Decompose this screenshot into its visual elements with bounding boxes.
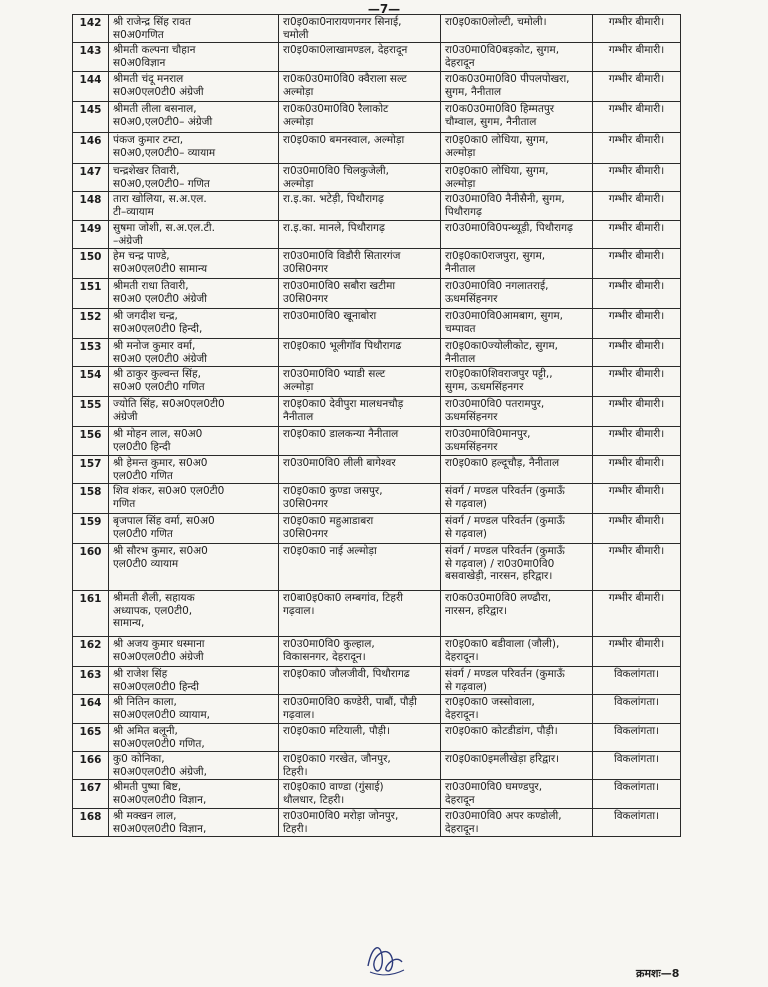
current-school: रा0इ0का0लाखामण्डल, देहरादून [279,43,441,72]
current-school: रा0उ0मा0वि0 कण्डेरी, पाबौं, पौड़ी गढ़वाल। [279,695,441,724]
reason: गम्भीर बीमारी। [593,15,681,43]
reason: गम्भीर बीमारी। [593,309,681,339]
transfer-to: रा0इ0का0 हल्दूचौड़, नैनीताल [441,456,593,484]
teacher-name: श्री मोहन लाल, स0अ0 एल0टी0 हिन्दी [109,427,279,456]
reason: गम्भीर बीमारी। [593,427,681,456]
table-row [73,427,681,456]
serial-number: 148 [73,192,109,221]
teacher-name: श्रीमती शैली, सहायक अध्यापक, एल0टी0, सामान्य, [109,591,279,637]
transfer-to: संवर्ग / मण्डल परिवर्तन (कुमाऊँ से गढ़वाल) [441,514,593,544]
transfer-to: रा0इ0का0लोल्टी, चमोली। [441,15,593,43]
serial-number: 160 [73,544,109,591]
serial-number: 155 [73,397,109,427]
table-row [73,397,681,427]
transfer-to: रा0इ0का0 लोधिया, सुगम, अल्मोड़ा [441,164,593,192]
reason: गम्भीर बीमारी। [593,484,681,514]
reason: गम्भीर बीमारी। [593,514,681,544]
serial-number: 153 [73,339,109,367]
continued-marker: क्रमशः—8 [636,967,680,980]
serial-number: 157 [73,456,109,484]
reason: गम्भीर बीमारी। [593,43,681,72]
reason: विकलांगता। [593,752,681,780]
reason: गम्भीर बीमारी। [593,339,681,367]
transfer-to: रा0उ0मा0वि0 नगलातराई, ऊधमसिंहनगर [441,279,593,309]
serial-number: 154 [73,367,109,397]
table-row [73,249,681,279]
reason: गम्भीर बीमारी। [593,279,681,309]
table-row [73,192,681,221]
current-school: रा0उ0मा0वि0 भ्याडी सल्ट अल्मोड़ा [279,367,441,397]
table-row [73,367,681,397]
current-school: रा0इ0का0 वाण्डा (गुंसाई) थौलधार, टिहरी। [279,780,441,809]
teacher-name: शिव शंकर, स0अ0 एल0टी0 गणित [109,484,279,514]
serial-number: 162 [73,637,109,667]
current-school: रा0उ0मा0वि0 खूनाबोरा [279,309,441,339]
transfer-to: रा0क0उ0मा0वि0 हिम्मतपुर चौम्वाल, सुगम, नैनीताल [441,102,593,133]
reason: गम्भीर बीमारी। [593,367,681,397]
reason: गम्भीर बीमारी। [593,192,681,221]
reason: विकलांगता। [593,809,681,837]
current-school: रा0बा0इ0का0 लम्बगांव, टिहरी गढ़वाल। [279,591,441,637]
table-row [73,695,681,724]
transfer-to: रा0इ0का0इमलीखेड़ा हरिद्वार। [441,752,593,780]
table-row [73,43,681,72]
teacher-name: श्रीमती राधा तिवारी, स0अ0 एल0टी0 अंग्रेजी [109,279,279,309]
current-school: रा0उ0मा0वि0 सबौरा खटीमा उ0सि0नगर [279,279,441,309]
page-number: —7— [367,2,401,16]
current-school: रा0इ0का0 जौलजीवी, पिथौरागढ [279,667,441,695]
transfer-to: रा0क0उ0मा0वि0 पीपलपोखरा, सुगम, नैनीताल [441,72,593,102]
table-row [73,221,681,249]
current-school: रा0उ0मा0वि विडौरी सितारगंज उ0सि0नगर [279,249,441,279]
table-row [73,752,681,780]
reason: विकलांगता। [593,695,681,724]
teacher-name: श्रीमती कल्पना चौहान स0अ0विज्ञान [109,43,279,72]
reason: गम्भीर बीमारी। [593,102,681,133]
reason: गम्भीर बीमारी। [593,591,681,637]
reason: गम्भीर बीमारी। [593,72,681,102]
transfer-to: रा0इ0का0 कोटडीडांग, पौड़ी। [441,724,593,752]
serial-number: 167 [73,780,109,809]
reason: विकलांगता। [593,724,681,752]
table-row [73,456,681,484]
current-school: रा0इ0का0 बमनस्वाल, अल्मोड़ा [279,133,441,164]
transfer-to: रा0इ0का0राजपुरा, सुगम, नैनीताल [441,249,593,279]
teacher-name: श्री ठाकुर कुल्वन्त सिंह, स0अ0 एल0टी0 गणित [109,367,279,397]
table-row [73,309,681,339]
current-school: रा0इ0का0नारायणनगर सिनाई, चमोली [279,15,441,43]
table-row [73,15,681,43]
serial-number: 150 [73,249,109,279]
teacher-name: चन्द्रशेखर तिवारी, स0अ0,एल0टी0– गणित [109,164,279,192]
teacher-name: पंकज कुमार टम्टा, स0अ0,एल0टी0– व्यायाम [109,133,279,164]
signature [362,936,408,980]
serial-number: 146 [73,133,109,164]
teacher-name: श्रीमती लीला बसनाल, स0अ0,एल0टी0– अंग्रेजी [109,102,279,133]
transfer-to: रा0इ0का0ज्योलीकोट, सुगम, नैनीताल [441,339,593,367]
table-row [73,809,681,837]
table-row [73,667,681,695]
current-school: रा0उ0मा0वि0 कुल्हाल, विकासनगर, देहरादून। [279,637,441,667]
current-school: रा0इ0का0 मटियाली, पौड़ी। [279,724,441,752]
table-row [73,724,681,752]
teacher-name: श्री हेमन्त कुमार, स0अ0 एल0टी0 गणित [109,456,279,484]
transfer-to: संवर्ग / मण्डल परिवर्तन (कुमाऊँ से गढ़वाल) / रा0उ0मा0वि0 बसवाखेड़ी, नारसन, हरिद्वार। [441,544,593,591]
current-school: रा0उ0मा0वि0 लीली बागेश्वर [279,456,441,484]
teacher-name: कु0 कोनिका, स0अ0एल0टी0 अंग्रेजी, [109,752,279,780]
teacher-name: श्री जगदीश चन्द्र, स0अ0एल0टी0 हिन्दी, [109,309,279,339]
serial-number: 168 [73,809,109,837]
current-school: रा0इ0का0 देवीपुरा मालधनचौड़ नैनीताल [279,397,441,427]
teacher-name: श्री राजेश सिंह स0अ0एल0टी0 हिन्दी [109,667,279,695]
transfer-to: रा0उ0मा0वि0मानपुर, ऊधमसिंहनगर [441,427,593,456]
transfer-to: रा0उ0मा0वि0पन्थ्यूड़ी, पिथौरागढ़ [441,221,593,249]
current-school: रा0इ0का0 गरखेत, जौनपुर, टिहरी। [279,752,441,780]
serial-number: 142 [73,15,109,43]
transfer-to: रा0इ0का0 जस्सोवाला, देहरादून। [441,695,593,724]
teacher-name: तारा खोलिया, स.अ.एल. टी–व्यायाम [109,192,279,221]
reason: गम्भीर बीमारी। [593,164,681,192]
current-school: रा.इ.का. भटेड़ी, पिथौरागढ़ [279,192,441,221]
teacher-name: श्री अजय कुमार धस्माना स0अ0एल0टी0 अंग्रेजी [109,637,279,667]
reason: गम्भीर बीमारी। [593,637,681,667]
transfer-to: रा0क0उ0मा0वि0 लण्ढौरा, नारसन, हरिद्वार। [441,591,593,637]
serial-number: 143 [73,43,109,72]
serial-number: 145 [73,102,109,133]
serial-number: 149 [73,221,109,249]
reason: विकलांगता। [593,667,681,695]
serial-number: 159 [73,514,109,544]
table-row [73,484,681,514]
current-school: रा0इ0का0 भूलीगॉव पिथौरागढ [279,339,441,367]
current-school: रा0क0उ0मा0वि0 रैलाकोट अल्मोड़ा [279,102,441,133]
serial-number: 151 [73,279,109,309]
table-row [73,133,681,164]
table-row [73,164,681,192]
transfer-to: संवर्ग / मण्डल परिवर्तन (कुमाऊँ से गढ़वाल) [441,667,593,695]
transfer-to: रा0उ0मा0वि0आमबाग, सुगम, चम्पावत [441,309,593,339]
serial-number: 165 [73,724,109,752]
table-row [73,339,681,367]
reason: गम्भीर बीमारी। [593,133,681,164]
table-row [73,637,681,667]
serial-number: 166 [73,752,109,780]
current-school: रा0क0उ0मा0वि0 क्वैराला सल्ट अल्मोड़ा [279,72,441,102]
current-school: रा0इ0का0 महुआडाबरा उ0सि0नगर [279,514,441,544]
teacher-name: ज्योति सिंह, स0अ0एल0टी0 अंग्रेजी [109,397,279,427]
current-school: रा0इ0का0 कुण्डा जसपुर, उ0सि0नगर [279,484,441,514]
serial-number: 147 [73,164,109,192]
transfer-to: रा0इ0का0शिवराजपुर पट्टी,, सुगम, ऊधमसिंहनगर [441,367,593,397]
teacher-name: श्री नितिन काला, स0अ0एल0टी0 व्यायाम, [109,695,279,724]
table-row [73,544,681,591]
table-row [73,279,681,309]
current-school: रा.इ.का. मानले, पिथौरागढ़ [279,221,441,249]
table-row [73,72,681,102]
teacher-name: श्री मनोज कुमार वर्मा, स0अ0 एल0टी0 अंग्रेजी [109,339,279,367]
teacher-name: श्री अमित बलूनी, स0अ0एल0टी0 गणित, [109,724,279,752]
teacher-name: हेम चन्द्र पाण्डे, स0अ0एल0टी0 सामान्य [109,249,279,279]
current-school: रा0उ0मा0वि0 मरोड़ा जोनपुर, टिहरी। [279,809,441,837]
transfer-to: रा0इ0का0 लोधिया, सुगम, अल्मोड़ा [441,133,593,164]
teacher-name: श्री राजेन्द्र सिंह रावत स0अ0गणित [109,15,279,43]
teacher-name: श्री सौरभ कुमार, स0अ0 एल0टी0 व्यायाम [109,544,279,591]
serial-number: 158 [73,484,109,514]
serial-number: 156 [73,427,109,456]
serial-number: 161 [73,591,109,637]
teacher-name: श्रीमती चंदू मनराल स0अ0एल0टी0 अंग्रेजी [109,72,279,102]
transfer-to: रा0उ0मा0वि0 पतरामपुर, ऊधमसिंहनगर [441,397,593,427]
reason: गम्भीर बीमारी। [593,221,681,249]
table-row [73,780,681,809]
transfer-to: रा0उ0मा0वि0 अपर कण्डोली, देहरादून। [441,809,593,837]
transfer-table [72,14,681,837]
reason: गम्भीर बीमारी। [593,456,681,484]
reason: गम्भीर बीमारी। [593,249,681,279]
table-row [73,514,681,544]
current-school: रा0इ0का0 नाई अल्मोड़ा [279,544,441,591]
current-school: रा0इ0का0 डालकन्या नैनीताल [279,427,441,456]
teacher-name: सुषमा जोशी, स.अ.एल.टी. –अंग्रेजी [109,221,279,249]
reason: गम्भीर बीमारी। [593,544,681,591]
current-school: रा0उ0मा0वि0 चिलकुजेली, अल्मोड़ा [279,164,441,192]
teacher-name: बृजपाल सिंह वर्मा, स0अ0 एल0टी0 गणित [109,514,279,544]
reason: विकलांगता। [593,780,681,809]
transfer-to: रा0उ0मा0वि0 घमण्डपुर, देहरादून [441,780,593,809]
serial-number: 164 [73,695,109,724]
serial-number: 144 [73,72,109,102]
table-row [73,591,681,637]
teacher-name: श्रीमती पुष्पा बिष्ट, स0अ0एल0टी0 विज्ञान, [109,780,279,809]
transfer-to: संवर्ग / मण्डल परिवर्तन (कुमाऊँ से गढ़वाल) [441,484,593,514]
transfer-to: रा0उ0मा0वि0बड़कोट, सुगम, देहरादून [441,43,593,72]
serial-number: 163 [73,667,109,695]
transfer-to: रा0उ0मा0वि0 नैनीसैनी, सुगम, पिथौरागढ़ [441,192,593,221]
reason: गम्भीर बीमारी। [593,397,681,427]
table-row [73,102,681,133]
transfer-to: रा0इ0का0 बडीवाला (जौली), देहरादून। [441,637,593,667]
serial-number: 152 [73,309,109,339]
teacher-name: श्री मक्खन लाल, स0अ0एल0टी0 विज्ञान, [109,809,279,837]
